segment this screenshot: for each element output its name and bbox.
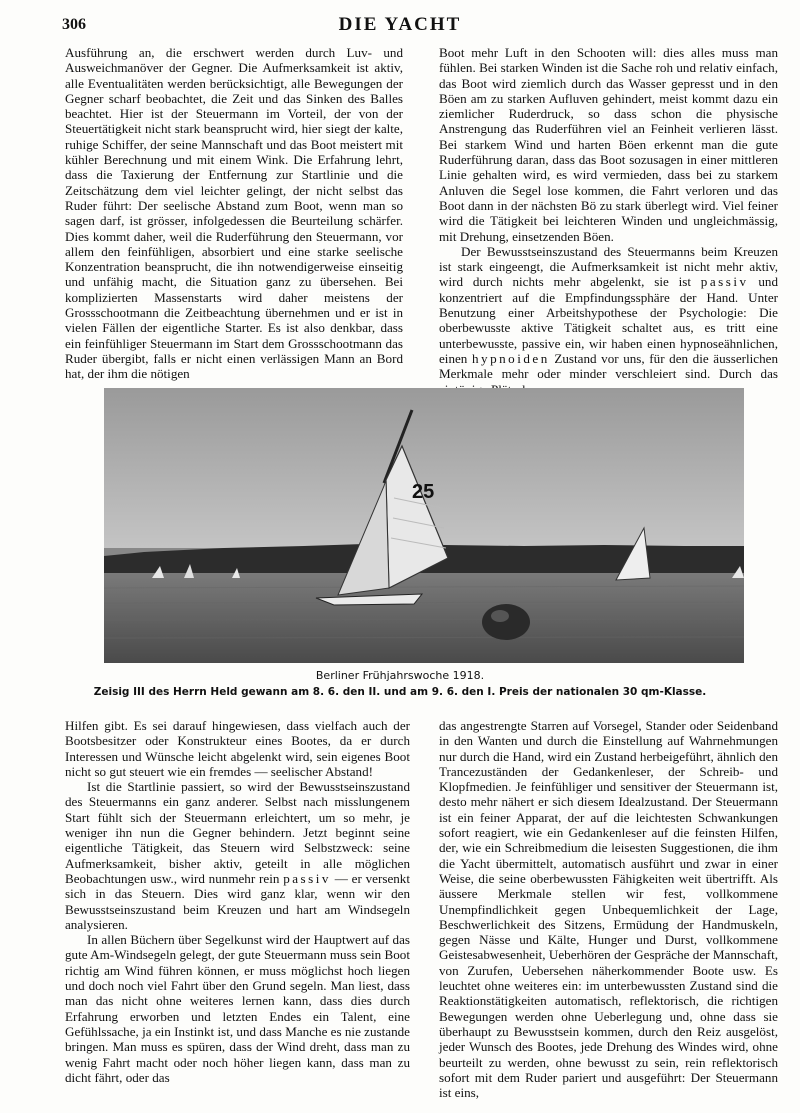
text-run: — er versenkt sich in das Steuern. Dies wird ganz klar, wenn wir den Bewusstseinszustand beim Kreuzen und hart am Windsegeln analysieren.	[65, 870, 410, 932]
paragraph: Ausführung an, die erschwert werden durch Luv- und Ausweichmanöver der Gegner. Die Aufmerksamkeit ist aktiv, alle Eventualitäten werden berücksichtigt, alle Bewegungen der Gegner scharf beobachtet, die Zeit und das Sinken des Balles beachtet. Hier ist der Steuermann im Vorteil, der von der Steuertätigkeit nicht stark beansprucht wird, hier siegt der kalte, ruhige Schiffer, der seine Mannschaft und das Boot meistert mit kühler Berechnung und mit einem Wink. Die Erfahrung lehrt, dass die Taxierung der Entfernung zur Startlinie und die Zeitschätzung dem viel leichter gelingt, der nicht selbst das Ruder führt: Der seelische Abstand zum Boot, wenn man so sagen darf, ist grösser, infolgedessen die Beurteilung schärfer. Dies kommt daher, weil die Ruderführung den Steuermann, vor allem den feinfühligen, absorbiert und eine starke seelische Konzentration beansprucht, die ihn notwendigerweise einseitig und unfähig macht, die Situation ganz zu übersehen. Bei komplizierten Massenstarts wird daher meistens der Grossschootmann die Zeitbeachtung übernehmen und er ist in vielen Fällen der eigentliche Starter. Es ist also denkbar, dass ein feinfühliger Steuermann im Start dem Grossschootmann das Ruder übergibt, falls er nicht einen verlässigen Mann an Bord hat, der ihm die nötigen	[65, 45, 403, 382]
caption-line-2: Zeisig III des Herrn Held gewann am 8. 6. den II. und am 9. 6. den I. Preis der nationalen 30 qm-Klasse.	[93, 686, 707, 698]
caption-line-1: Berliner Frühjahrswoche 1918.	[315, 669, 485, 682]
emphasis-hypnoiden: hypnoiden	[471, 350, 550, 366]
paragraph: das angestrengte Starren auf Vorsegel, Stander oder Seidenband in den Wanten und durch die Einstellung auf Wahrnehmungen nur durch die Hand, wird ein Zustand herbeigeführt, ähnlich den Trancezuständen der Gedankenleser, der Schreib- und Klopfmedien. Je feinfühliger und sensitiver der Steuermann ist, desto mehr nähert er sich diesem Idealzustand. Der Steuermann ist ein feiner Apparat, der auf die leichtesten Schwankungen sofort reagiert, wie ein Gedankenleser auf die feinsten Hilfen, der, wie ein Schreibmedium die leisesten Suggestionen, die ihm die Yacht übermittelt, automatisch ausführt und zwar in einer Weise, die seine oberbewussten Fähigkeiten weit übertrifft. Als äussere Merkmale stellen wir fest, vollkommene Unempfindlichkeit gegen Unbequemlichkeit der Lage, Beschwerlichkeit des Sitzens, Ermüdung der Handmuskeln, gegen Nässe und Kälte, Hunger und Durst, vollkommene Geistesabwesenheit, Ueberhören der Gespräche der Mannschaft, von Zurufen, Uebersehen näherkommender Boote usw. Es leuchtet ohne weiteres ein: im unterbewussten Zustand sind die Reaktionstätigkeiten automatisch, reflektorisch, die richtigen Bewegungen werden ohne Ueberlegung und, ohne dass sie überhaupt zu Bewusstsein kommen, durch den Reiz ausgelöst, jeder Wunsch des Bootes, jede Drehung des Windes wird, ohne beurteilt zu werden, ohne bewusst zu sein, rein reflektorisch sofort mit dem Ruder pariert und ausgeführt: Der Steuermann ist eins,	[439, 718, 778, 1101]
sailing-photo	[104, 388, 744, 663]
masthead: DIE YACHT	[338, 14, 462, 35]
text-run: Der Bewusstseinszustand des Steuermanns beim Kreuzen ist stark eingeengt, die Aufmerksamkeit ist nicht mehr aktiv, wird durch nichts mehr abgelenkt, sie ist	[439, 243, 778, 290]
paragraph	[439, 244, 778, 397]
column-bottom-right	[439, 718, 778, 1100]
paragraph: Hilfen gibt. Es sei darauf hingewiesen, dass vielfach auch der Bootsbesitzer oder Konstrukteur eines Bootes, da er durch Interessen und Wünsche leicht abgelenkt wird, sein eigenes Boot nicht so gut steuert wie ein fremdes — seelischer Abstand!	[65, 718, 410, 779]
sail-number: 25	[412, 481, 435, 503]
emphasis-passiv: passiv	[283, 870, 331, 886]
emphasis-passiv: passiv	[700, 274, 749, 290]
text-run: und konzentriert auf die Empfindungssphäre der Hand. Unter Benutzung einer Arbeitshypothese der Psychologie: Die oberbewusste aktive Tätigkeit schaltet aus, es tritt eine unterbewusste, passive ein, wir haben einen hypnoseähnlichen, einen	[439, 274, 778, 366]
column-top-left	[65, 45, 403, 382]
paragraph: Boot mehr Luft in den Schooten will: dies alles muss man fühlen. Bei starken Winden ist die Sache roh und relativ einfach, das Boot wird ziemlich durch das Wasser gepresst und in den Böen am zu starken Aufluven gehindert, meist kommt dazu ein ziemlicher Ruderdruck, so dass schon die physische Anstrengung das Ruderführen viel an Feinheit verlieren lässt. Bei starkem Wind und harten Böen erkennt man die gute Ruderführung daran, dass das Boot sozusagen in einer mittleren Linie gehalten wird, es wird vermieden, dass bei zu starkem Anluven die Segel lose kommen, die Fahrt verloren und das Boot dann in der nächsten Bö zu stark überlegt wird. Viel feiner wird die Tätigkeit bei leichteren Winden und ungleichmässig, mit Drehung, einsetzenden Böen.	[439, 45, 778, 244]
column-top-right	[439, 45, 778, 397]
text-run: Ist die Startlinie passiert, so wird der Bewusstseinszustand des Steuermanns ein ganz anderer. Selbst nach misslungenem Start fühlt sich der Steuermann erleichtert, um so mehr, je weniger ihn nun die Gegner behindern. Jetzt beginnt seine eigentliche Tätigkeit, das Steuern wird Selbstzweck: seine Aufmerksamkeit, bisher aktiv, geteilt in alle möglichen Beobachtungen usw., wird nunmehr rein	[65, 779, 410, 886]
paragraph	[65, 779, 410, 932]
paragraph: In allen Büchern über Segelkunst wird der Hauptwert auf das gute Am-Windsegeln gelegt, der gute Steuermann muss sein Boot richtig am Wind führen können, er muss möglichst hoch liegen und doch noch viel Fahrt über den Grund segeln. Man liest, dass man das nicht ohne weiteres lernen kann, dass dies durch Erfahrung erworben und letzten Endes ein Talent, eine Gefühlssache, ja ein Instinkt ist, und dass Manche es nie zustande bringen. Man muss es spüren, dass der Wind dreht, dass man zu wenig Fahrt macht oder noch höher liegen kann, dass man zu dicht fährt, oder das	[65, 932, 410, 1085]
page-number: 306	[62, 16, 86, 33]
photo-caption	[0, 668, 800, 700]
column-bottom-left	[65, 718, 410, 1085]
text-run: Zustand vor uns, für den die äusserlichen Merkmale mehr oder minder verschleiert sind. Durch das	[439, 350, 778, 382]
